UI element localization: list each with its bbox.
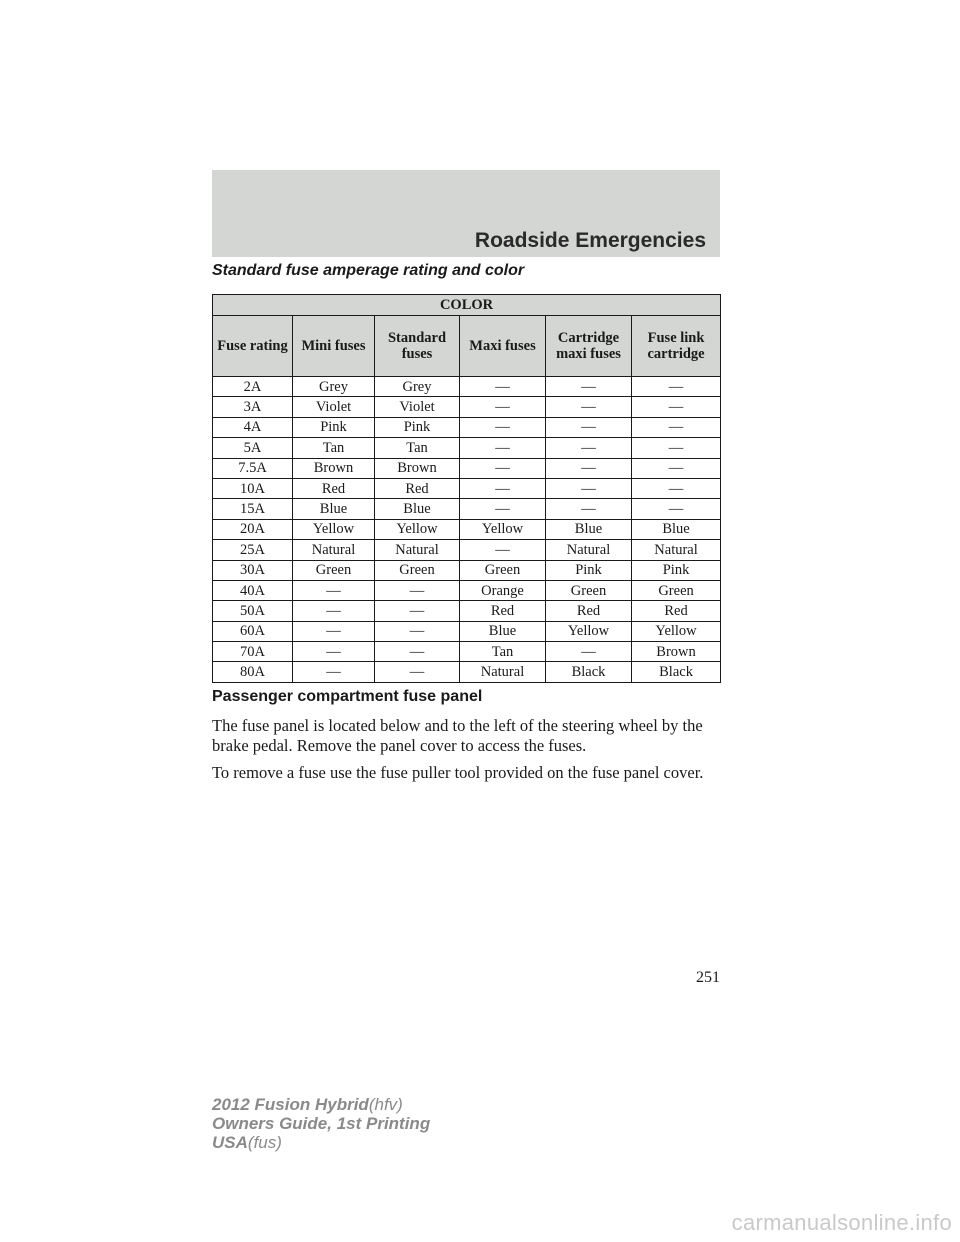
fuse-color-cell: Yellow [375,519,460,539]
fuse-color-cell: Blue [293,499,375,519]
fuse-color-cell: Yellow [546,621,632,641]
fuse-color-cell: — [632,458,721,478]
fuse-color-cell: Yellow [293,519,375,539]
fuse-rating-cell: 60A [213,621,293,641]
fuse-color-cell: — [546,438,632,458]
column-header: Mini fuses [293,316,375,377]
fuse-color-cell: — [632,417,721,437]
fuse-color-cell: — [293,642,375,662]
fuse-color-table [212,294,721,683]
fuse-color-cell: Grey [375,377,460,397]
fuse-color-cell: Natural [546,540,632,560]
fuse-color-cell: — [460,458,546,478]
fuse-color-cell: — [375,580,460,600]
footer-line-2 [212,1114,430,1133]
fuse-color-cell: Black [632,662,721,682]
fuse-color-cell: Blue [375,499,460,519]
fuse-color-cell: — [546,642,632,662]
fuse-color-cell: Green [293,560,375,580]
fuse-color-cell: Violet [293,397,375,417]
section-heading: Passenger compartment fuse panel [212,688,483,705]
fuse-color-cell: — [460,540,546,560]
header-band [212,170,720,257]
fuse-color-cell: — [546,397,632,417]
fuse-color-cell: — [460,377,546,397]
fuse-rating-cell: 7.5A [213,458,293,478]
table-row [213,478,721,498]
fuse-color-cell: — [546,417,632,437]
fuse-color-cell: Natural [375,540,460,560]
table-row [213,499,721,519]
fuse-color-cell: Natural [632,540,721,560]
fuse-color-cell: — [460,478,546,498]
fuse-color-cell: — [375,662,460,682]
footer-guide: Owners Guide, 1st Printing [212,1114,431,1133]
table-row [213,662,721,682]
fuse-color-cell: — [460,499,546,519]
fuse-color-cell: Grey [293,377,375,397]
fuse-color-cell: Yellow [460,519,546,539]
fuse-color-cell: — [293,662,375,682]
fuse-color-cell: Natural [293,540,375,560]
fuse-color-cell: Black [546,662,632,682]
fuse-rating-cell: 5A [213,438,293,458]
fuse-color-cell: — [460,438,546,458]
table-row [213,458,721,478]
fuse-color-cell: — [546,377,632,397]
watermark: carmanualsonline.info [731,1210,952,1235]
fuse-color-cell: Pink [293,417,375,437]
fuse-rating-cell: 40A [213,580,293,600]
table-row [213,377,721,397]
footer [212,1095,430,1152]
fuse-color-cell: Green [546,580,632,600]
fuse-color-cell: — [460,397,546,417]
fuse-color-cell: — [632,499,721,519]
fuse-color-cell: Green [632,580,721,600]
color-group-header: COLOR [213,295,721,316]
fuse-rating-cell: 2A [213,377,293,397]
paragraph-removal: To remove a fuse use the fuse puller tool provided on the fuse panel cover. [212,763,704,782]
fuse-color-cell: — [632,438,721,458]
page-number: 251 [696,969,720,986]
footer-model: 2012 Fusion Hybrid [212,1095,369,1114]
fuse-color-cell: Red [632,601,721,621]
fuse-color-cell: Brown [293,458,375,478]
table-row [213,601,721,621]
fuse-color-cell: — [293,621,375,641]
table-row [213,642,721,662]
section-title: Roadside Emergencies [474,229,706,252]
footer-market-code: (fus) [247,1133,282,1152]
fuse-color-cell: Pink [546,560,632,580]
column-header: Fuse link cartridge [632,316,721,377]
fuse-color-cell: Tan [293,438,375,458]
fuse-color-cell: Green [460,560,546,580]
table-row [213,580,721,600]
fuse-color-cell: Green [375,560,460,580]
column-header-row [213,316,721,377]
fuse-color-cell: — [546,499,632,519]
table-row [213,438,721,458]
fuse-color-cell: — [375,601,460,621]
footer-market: USA [212,1133,248,1152]
fuse-rating-cell: 10A [213,478,293,498]
fuse-color-cell: — [375,642,460,662]
table-body [213,377,721,683]
table-row [213,540,721,560]
table-row [213,417,721,437]
fuse-color-cell: — [460,417,546,437]
fuse-rating-cell: 4A [213,417,293,437]
fuse-color-cell: Tan [375,438,460,458]
column-header: Fuse rating [213,316,293,377]
footer-line-1 [212,1095,430,1114]
fuse-rating-cell: 20A [213,519,293,539]
table-row [213,519,721,539]
fuse-color-cell: Pink [632,560,721,580]
fuse-rating-cell: 3A [213,397,293,417]
fuse-color-cell: Orange [460,580,546,600]
fuse-color-cell: Yellow [632,621,721,641]
fuse-color-cell: Red [293,478,375,498]
footer-model-code: (hfv) [368,1095,403,1114]
fuse-color-cell: — [632,478,721,498]
fuse-color-cell: — [632,377,721,397]
fuse-rating-cell: 25A [213,540,293,560]
fuse-color-cell: — [375,621,460,641]
fuse-color-cell: — [293,580,375,600]
fuse-color-cell: Violet [375,397,460,417]
fuse-color-cell: Tan [460,642,546,662]
fuse-color-cell: — [546,458,632,478]
fuse-color-cell: Red [460,601,546,621]
table-row [213,560,721,580]
fuse-rating-cell: 50A [213,601,293,621]
fuse-color-cell: Blue [546,519,632,539]
table-title: Standard fuse amperage rating and color [212,262,525,279]
footer-line-3 [212,1133,430,1152]
column-header: Standard fuses [375,316,460,377]
fuse-color-cell: Brown [375,458,460,478]
column-header: Cartridge maxi fuses [546,316,632,377]
fuse-color-cell: Red [375,478,460,498]
fuse-color-cell: Blue [460,621,546,641]
table-row [213,621,721,641]
fuse-color-cell: Red [546,601,632,621]
fuse-color-cell: Blue [632,519,721,539]
fuse-color-cell: — [632,397,721,417]
fuse-rating-cell: 30A [213,560,293,580]
fuse-rating-cell: 70A [213,642,293,662]
fuse-color-cell: Natural [460,662,546,682]
column-header: Maxi fuses [460,316,546,377]
fuse-color-cell: Pink [375,417,460,437]
fuse-color-cell: Brown [632,642,721,662]
table-row [213,397,721,417]
fuse-color-cell: — [293,601,375,621]
fuse-rating-cell: 15A [213,499,293,519]
fuse-color-cell: — [546,478,632,498]
paragraph-location: The fuse panel is located below and to the left of the steering wheel by the brake pedal. Remove the panel cover to access the fuses. [212,716,703,755]
fuse-rating-cell: 80A [213,662,293,682]
